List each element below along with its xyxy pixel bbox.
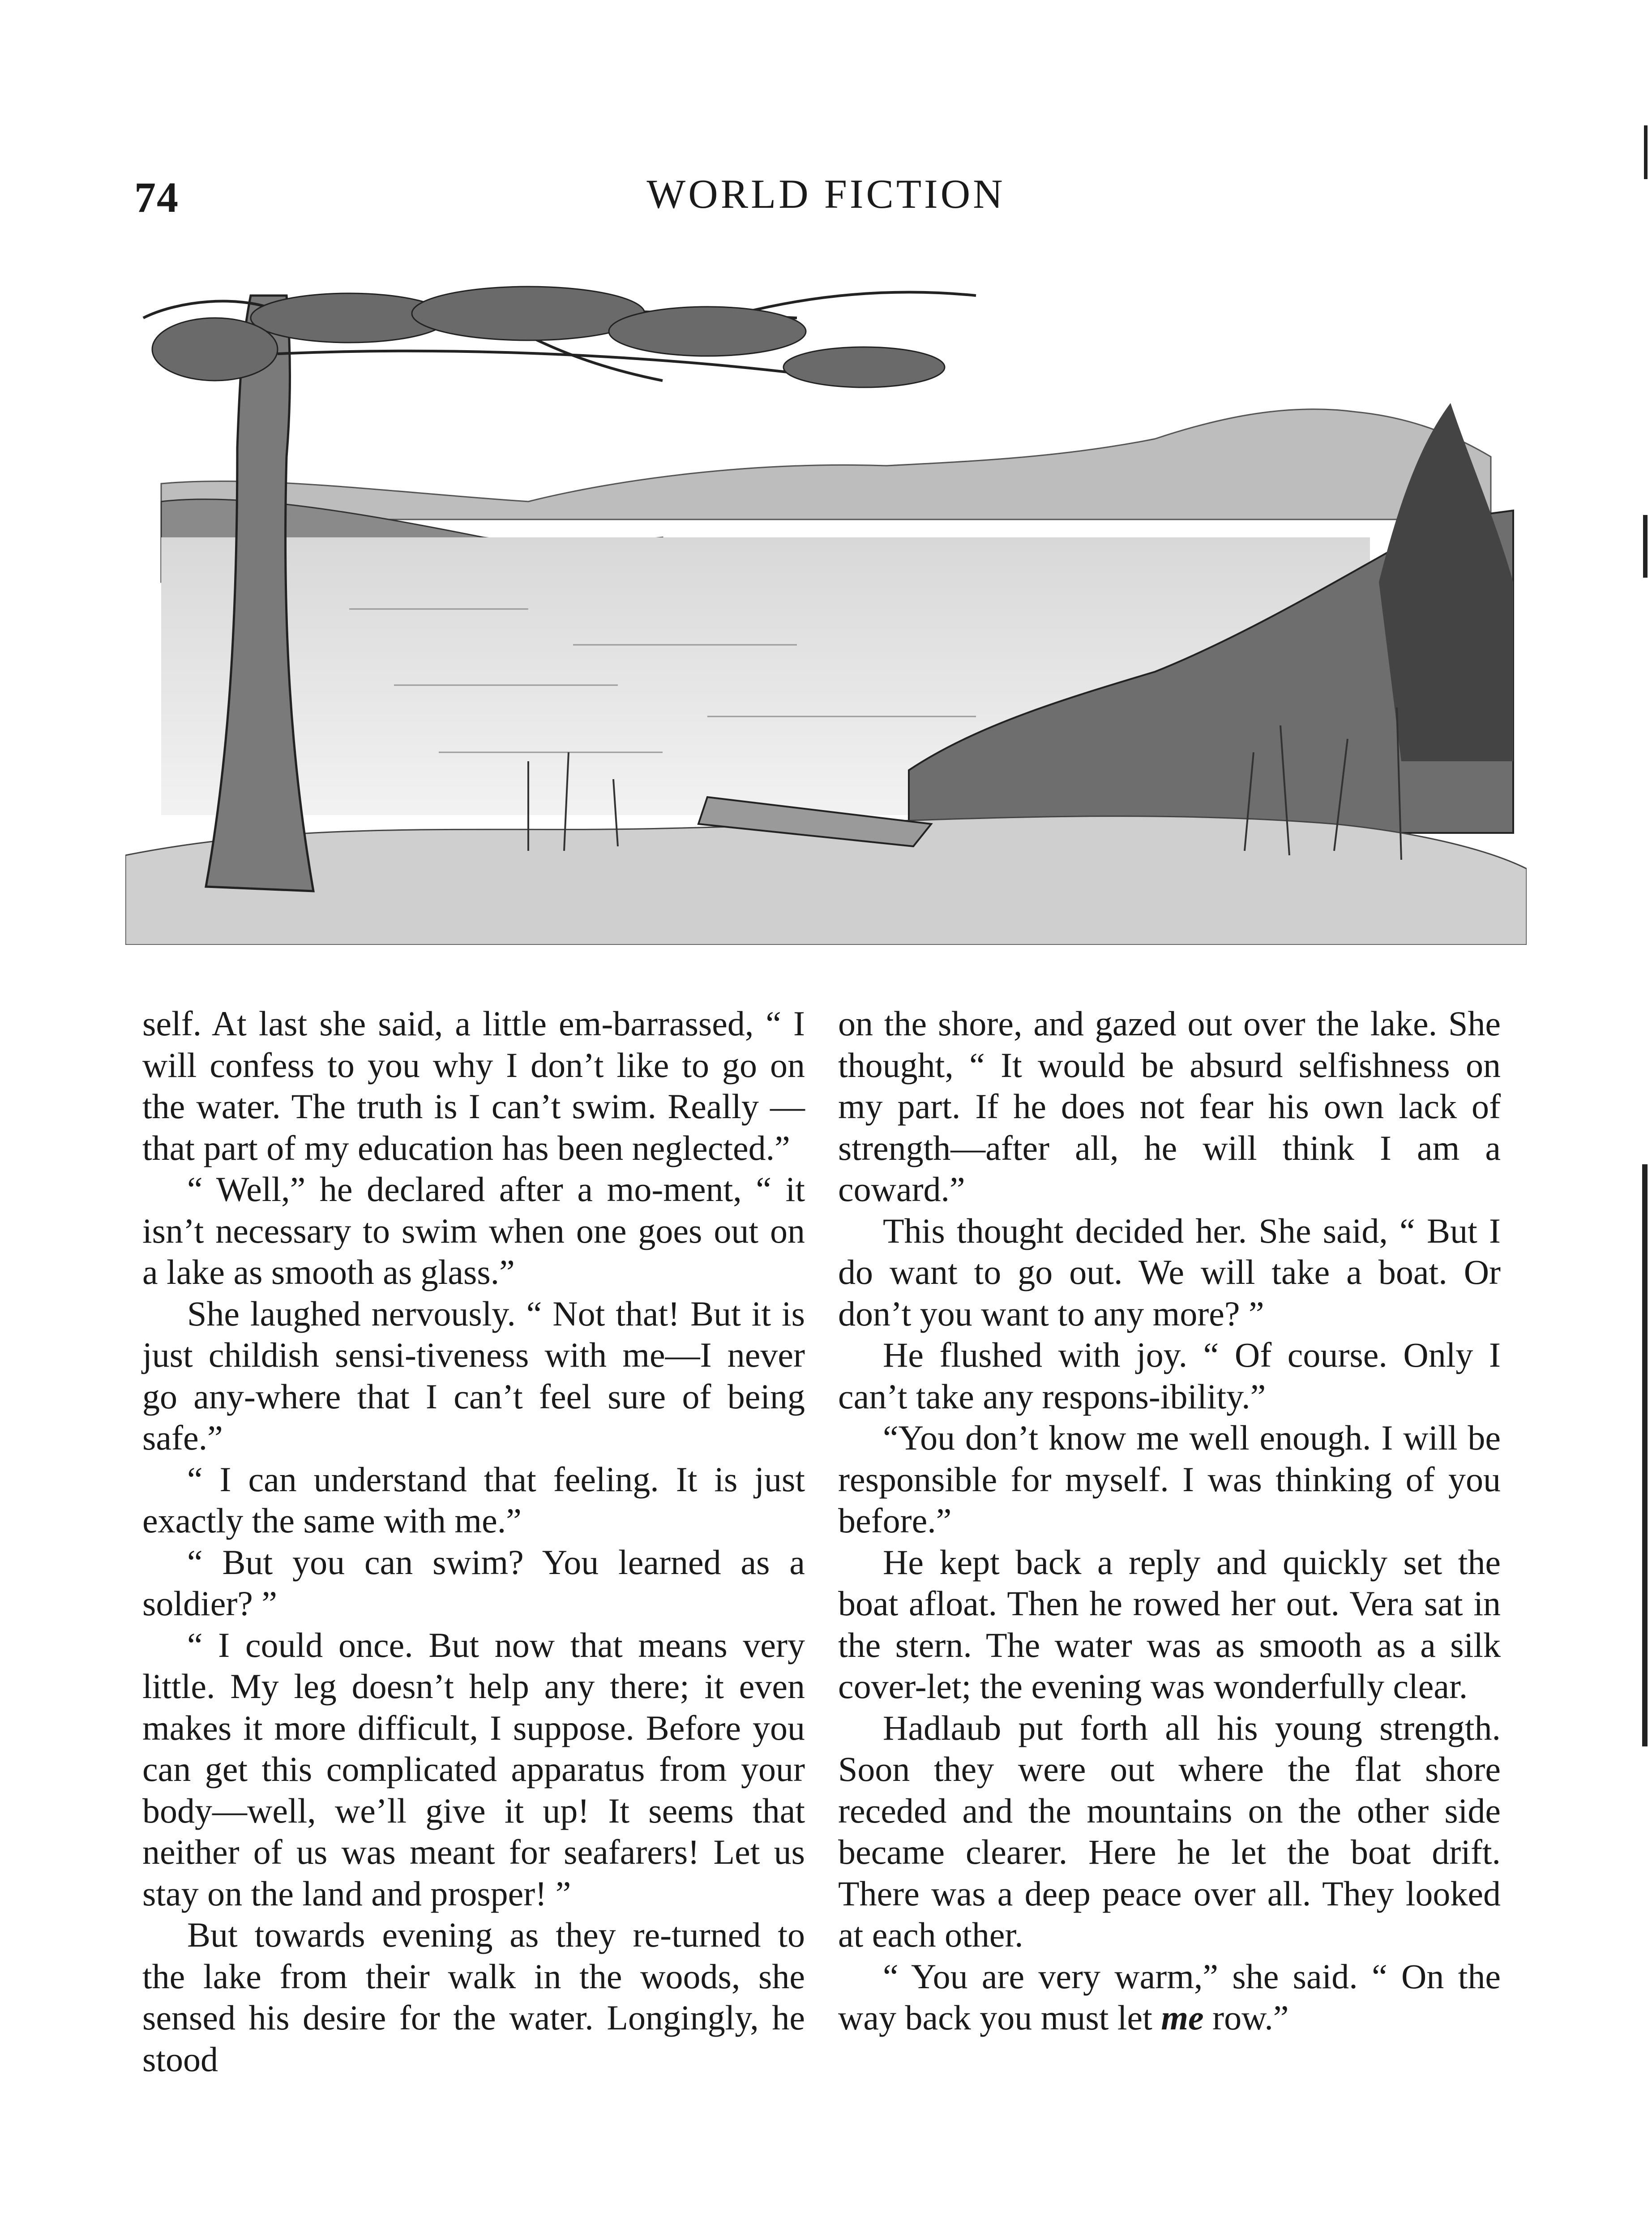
paragraph: “ I can understand that feeling. It is just exactly the same with me.” bbox=[142, 1459, 805, 1540]
paragraph: “ But you can swim? You learned as a soldier? ” bbox=[142, 1542, 805, 1623]
running-head: WORLD FICTION bbox=[646, 171, 1006, 217]
emphasis-text: me bbox=[1161, 1998, 1204, 2037]
paragraph: This thought decided her. She said, “ But I do want to go out. We will take a boat. Or don’t you want to any more? ” bbox=[838, 1211, 1501, 1333]
text-column-right bbox=[838, 1003, 1501, 2039]
paragraph bbox=[838, 1956, 1501, 2039]
paragraph: But towards evening as they re-turned to the lake from their walk in the woods, she sensed his desire for the water. Longingly, he stood bbox=[142, 1915, 805, 2079]
scan-edge-mark bbox=[1643, 515, 1648, 578]
paragraph: self. At last she said, a little em-barrassed, “ I will confess to you why I don’t like to go on the water. The truth is I can’t swim. Really —that part of my education has been neglected.” bbox=[142, 1004, 805, 1167]
paragraph: Hadlaub put forth all his young strength. Soon they were out where the flat shore receded and the mountains on the other side became clearer. Here he let the boat drift. There was a deep peace over all. They looked at each other. bbox=[838, 1708, 1501, 1954]
paragraph: He flushed with joy. “ Of course. Only I can’t take any respons-ibility.” bbox=[838, 1335, 1501, 1416]
paragraph: She laughed nervously. “ Not that! But it is just childish sensi-tiveness with me—I never go any-where that I can’t feel sure of being safe.” bbox=[142, 1294, 805, 1457]
lake-landscape-illustration bbox=[125, 269, 1527, 945]
scan-edge-mark bbox=[1642, 1164, 1648, 1746]
dialogue-text-end: row.” bbox=[1203, 1998, 1289, 2037]
dialogue-text: “ You are very warm,” she said. “ On the way back you must let bbox=[838, 1956, 1501, 2037]
text-column-left bbox=[142, 1003, 805, 2080]
paragraph: on the shore, and gazed out over the lake. She thought, “ It would be absurd selfishness on my part. If he does not fear his own lack of strength—after all, he will think I am a coward.” bbox=[838, 1004, 1501, 1209]
paragraph: “You don’t know me well enough. I will be responsible for myself. I was thinking of you before.” bbox=[838, 1418, 1501, 1540]
page-number: 74 bbox=[134, 173, 179, 221]
paragraph: “ I could once. But now that means very little. My leg doesn’t help any there; it even makes it more difficult, I suppose. Before you can get this complicated apparatus from your body—well, we’ll give it up! It seems that neither of us was meant for seafarers! Let us stay on the land and prosper! ” bbox=[142, 1625, 805, 1913]
scan-edge-mark bbox=[1644, 125, 1648, 179]
paragraph: He kept back a reply and quickly set the boat afloat. Then he rowed her out. Vera sat in the stern. The water was as smooth as a silk cover-let; the evening was wonderfully clear. bbox=[838, 1542, 1501, 1706]
paragraph: “ Well,” he declared after a mo-ment, “ it isn’t necessary to swim when one goes out on a lake as smooth as glass.” bbox=[142, 1170, 805, 1291]
